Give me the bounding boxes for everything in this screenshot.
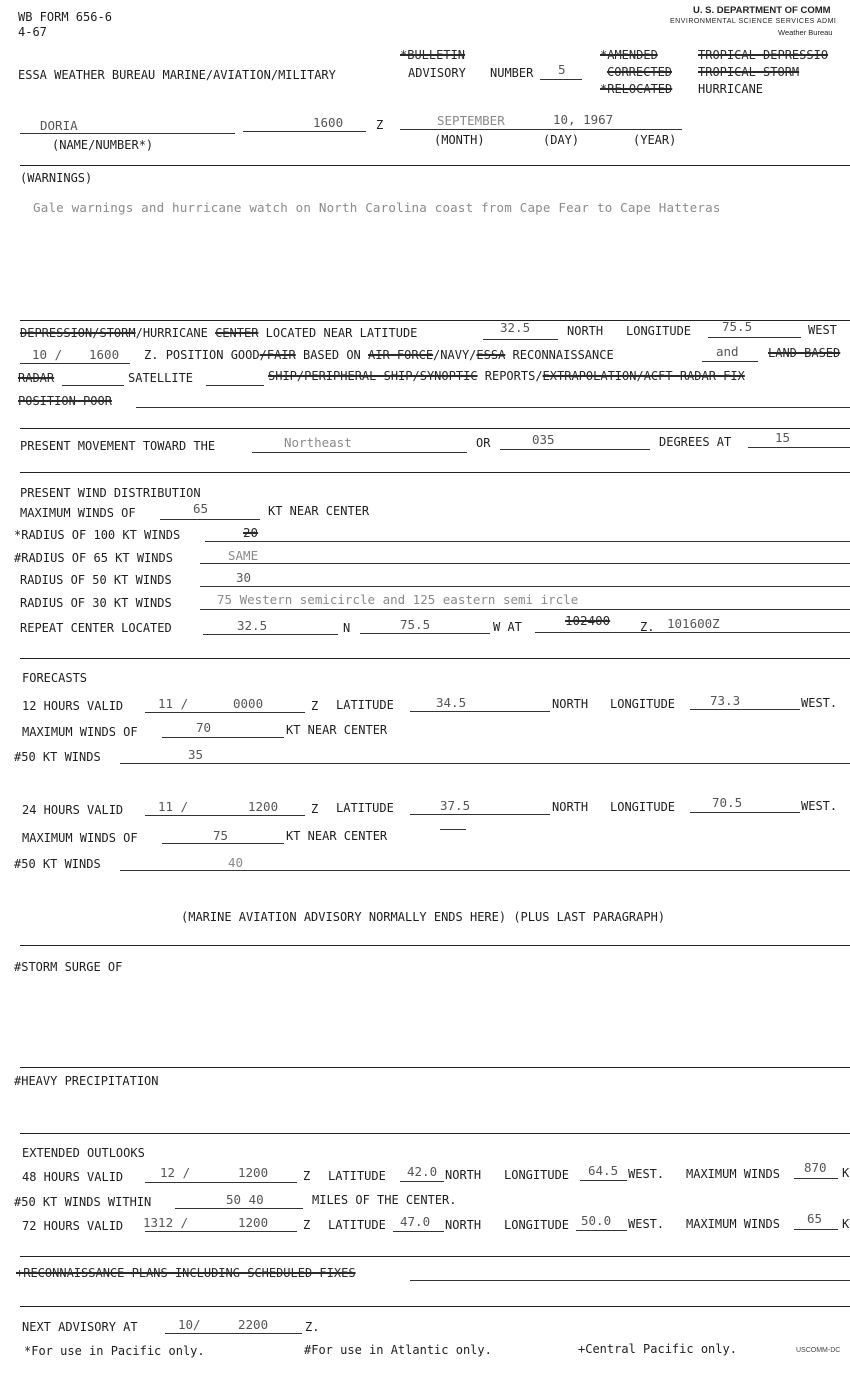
max-wind-value[interactable]: 65	[193, 501, 209, 516]
h24-50kt-label: #50 KT WINDS	[14, 857, 101, 871]
form-number: WB FORM 656-6	[18, 10, 112, 24]
radius-65-value[interactable]: SAME	[228, 548, 259, 563]
radius-50-line	[200, 586, 850, 587]
number-label: NUMBER	[490, 66, 534, 80]
latitude-line	[483, 339, 558, 340]
satellite-line	[206, 385, 264, 386]
footer-code: USCOMM-DC	[796, 1347, 841, 1354]
repeat-longitude[interactable]: 75.5	[400, 617, 431, 632]
h72-max-line	[794, 1229, 838, 1230]
repeat-n-label: N	[343, 621, 351, 635]
max-wind-line	[160, 519, 260, 520]
tropical-storm-option: TROPICAL STORM	[698, 65, 800, 79]
h24-max-value[interactable]: 75	[213, 828, 229, 843]
h12-50kt-value[interactable]: 35	[188, 747, 204, 762]
day-label: (DAY)	[543, 133, 580, 147]
h48-day[interactable]: 12 /	[160, 1165, 191, 1180]
h24-50kt-line	[120, 870, 850, 871]
h72-time-line	[145, 1231, 297, 1232]
date-line	[400, 129, 682, 130]
recon-plans-line	[410, 1280, 850, 1281]
position-line: Z. POSITION GOOD/FAIR BASED ON AIR FORCE/NAVY/ESSA RECONNAISSANCE	[144, 348, 614, 362]
h72-west-label: WEST.	[628, 1217, 665, 1231]
h24-west-label: WEST.	[801, 799, 838, 813]
repeat-lon-line	[360, 633, 490, 634]
divider	[20, 945, 850, 946]
h12-day[interactable]: 11 /	[158, 696, 189, 711]
z-label: Z	[376, 118, 384, 132]
divider	[20, 1256, 850, 1257]
h48-longitude-label: LONGITUDE	[504, 1168, 570, 1182]
h72-max-value[interactable]: 65	[807, 1211, 823, 1226]
location-time[interactable]: 1600	[89, 347, 120, 362]
h24-time-line	[145, 815, 305, 816]
radar-option: RADAR	[18, 371, 55, 385]
h12-west-label: WEST.	[801, 696, 838, 710]
warnings-text[interactable]: Gale warnings and hurricane watch on North Carolina coast from Cape Fear to Cape Hatteras	[33, 200, 721, 215]
outlooks-heading: EXTENDED OUTLOOKS	[22, 1146, 145, 1160]
satellite-label: SATELLITE	[128, 371, 194, 385]
h72-day[interactable]: 1312 /	[143, 1215, 189, 1230]
radius-65-label: #RADIUS OF 65 KT WINDS	[14, 551, 173, 565]
storm-name-line	[20, 133, 235, 134]
h24-latitude[interactable]: 37.5	[440, 798, 471, 813]
next-advisory-label: NEXT ADVISORY AT	[22, 1320, 138, 1334]
advisory-label: ADVISORY	[408, 66, 466, 80]
storm-type-line: DEPRESSION/STORM/HURRICANE CENTER LOCATED NEAR LATITUDE	[20, 326, 418, 340]
h48-longitude[interactable]: 64.5	[588, 1163, 619, 1178]
position-poor-line	[136, 407, 850, 408]
hurricane-option: HURRICANE	[698, 82, 764, 96]
h12-longitude[interactable]: 73.3	[710, 693, 741, 708]
degrees-label: DEGREES AT	[659, 435, 732, 449]
h72-label: 72 HOURS VALID	[22, 1219, 124, 1233]
advisory-day-year[interactable]: 10, 1967	[553, 112, 614, 127]
h24-max-line	[162, 843, 284, 844]
movement-degrees[interactable]: 035	[532, 432, 555, 447]
h24-latitude-line	[410, 814, 550, 815]
or-label: OR	[476, 436, 491, 450]
position-poor-option: POSITION POOR	[18, 394, 112, 408]
radius-100-value[interactable]: 20	[243, 525, 259, 540]
next-advisory-day[interactable]: 10/	[178, 1317, 201, 1332]
year-label: (YEAR)	[633, 133, 677, 147]
next-advisory-z: Z.	[305, 1320, 320, 1334]
h24-max-label: MAXIMUM WINDS OF	[22, 831, 138, 845]
h24-near-center-label: KT NEAR CENTER	[286, 829, 388, 843]
max-wind-label: MAXIMUM WINDS OF	[20, 506, 136, 520]
h12-max-line	[162, 737, 284, 738]
repeat-z-label: Z.	[640, 620, 655, 634]
land-based-option: LAND BASED	[768, 346, 841, 360]
h48-time-line	[145, 1182, 297, 1183]
movement-direction[interactable]: Northeast	[284, 435, 352, 450]
repeat-lat-line	[203, 634, 338, 635]
h12-longitude-line	[690, 709, 800, 710]
h72-k-label: K	[842, 1217, 850, 1231]
bulletin-option: *BULLETIN	[400, 48, 466, 62]
h48-latitude[interactable]: 42.0	[407, 1164, 438, 1179]
h48-z-label: Z	[303, 1169, 311, 1183]
radar-line	[62, 385, 124, 386]
next-advisory-line	[165, 1333, 302, 1334]
reports-line: SHIP/PERIPHERAL SHIP/SYNOPTIC REPORTS/EXTRAPOLATION/ACFT RADAR FIX	[268, 369, 745, 383]
divider	[20, 165, 850, 166]
h48-max-value[interactable]: 870	[804, 1160, 827, 1175]
h24-longitude-label: LONGITUDE	[610, 800, 676, 814]
month-label: (MONTH)	[434, 133, 485, 147]
h48-50kt-value[interactable]: 50 40	[226, 1192, 264, 1207]
storm-name[interactable]: DORIA	[40, 118, 78, 133]
h72-north-label: NORTH	[445, 1218, 482, 1232]
h12-latitude[interactable]: 34.5	[436, 695, 467, 710]
north-label: NORTH	[567, 324, 604, 338]
advisory-time-line	[243, 131, 366, 132]
recon-and-line	[702, 361, 758, 362]
radius-30-label: RADIUS OF 30 KT WINDS	[20, 596, 172, 610]
heavy-precip-label: #HEAVY PRECIPITATION	[14, 1074, 159, 1088]
h24-north-label: NORTH	[552, 800, 589, 814]
h72-latitude-label: LATITUDE	[328, 1218, 386, 1232]
location-day[interactable]: 10 /	[32, 347, 63, 362]
miles-label: MILES OF THE CENTER.	[312, 1193, 457, 1207]
speed-line	[748, 447, 850, 448]
h12-latitude-line	[410, 711, 550, 712]
divider	[20, 1133, 850, 1134]
h12-north-label: NORTH	[552, 697, 589, 711]
h24-latitude-mark	[440, 829, 466, 830]
h48-longitude-line	[580, 1180, 627, 1181]
radius-30-line	[200, 609, 850, 610]
movement-speed[interactable]: 15	[775, 430, 791, 445]
next-advisory-time[interactable]: 2200	[238, 1317, 269, 1332]
h72-latitude-line	[393, 1231, 444, 1232]
repeat-center-label: REPEAT CENTER LOCATED	[20, 621, 172, 635]
h72-z-label: Z	[303, 1218, 311, 1232]
h72-longitude-line	[576, 1230, 627, 1231]
forecasts-heading: FORECASTS	[22, 671, 88, 685]
h24-latitude-label: LATITUDE	[336, 801, 394, 815]
location-latitude[interactable]: 32.5	[500, 320, 531, 335]
recon-plans-label: +RECONNAISSANCE PLANS INCLUDING SCHEDULED FIXES	[16, 1266, 356, 1280]
name-label: (NAME/NUMBER*)	[52, 138, 154, 152]
h24-time[interactable]: 1200	[248, 799, 279, 814]
h48-north-label: NORTH	[445, 1168, 482, 1182]
advisory-number-line	[540, 79, 582, 80]
h12-label: 12 HOURS VALID	[22, 699, 124, 713]
h72-latitude[interactable]: 47.0	[400, 1214, 431, 1229]
h12-longitude-label: LONGITUDE	[610, 697, 676, 711]
department-name: U. S. DEPARTMENT OF COMM	[693, 5, 831, 16]
radius-50-value[interactable]: 30	[236, 570, 252, 585]
location-time-line	[20, 363, 130, 364]
radius-100-label: *RADIUS OF 100 KT WINDS	[14, 528, 181, 542]
h12-max-value[interactable]: 70	[196, 720, 212, 735]
h24-longitude[interactable]: 70.5	[712, 795, 743, 810]
divider	[20, 658, 850, 659]
h48-50kt-label: #50 KT WINDS WITHIN	[14, 1195, 152, 1209]
administration-name: ENVIRONMENTAL SCIENCE SERVICES ADMI	[670, 18, 837, 25]
h48-k-label: K	[842, 1166, 850, 1180]
h12-z-label: Z	[311, 699, 319, 713]
advisory-number[interactable]: 5	[558, 62, 566, 77]
advisory-ends-note: (MARINE AVIATION ADVISORY NORMALLY ENDS HERE) (PLUS LAST PARAGRAPH)	[181, 910, 666, 924]
location-longitude[interactable]: 75.5	[722, 319, 753, 334]
h12-latitude-label: LATITUDE	[336, 698, 394, 712]
h24-longitude-line	[690, 812, 800, 813]
west-label: WEST	[808, 323, 837, 337]
recon-and[interactable]: and	[716, 344, 739, 359]
divider	[20, 1067, 850, 1068]
direction-line	[252, 452, 467, 453]
h12-time-line	[145, 712, 305, 713]
corrected-option: CORRECTED	[607, 65, 673, 79]
divider	[20, 472, 850, 473]
longitude-label: LONGITUDE	[626, 324, 692, 338]
h12-time[interactable]: 0000	[233, 696, 264, 711]
bureau-name: Weather Bureau	[778, 28, 833, 37]
radius-30-value[interactable]: 75 Western semicircle and 125 eastern semi ircle	[217, 592, 579, 607]
divider	[20, 1306, 850, 1307]
advisory-time[interactable]: 1600	[313, 115, 344, 130]
h24-50kt-value[interactable]: 40	[228, 855, 244, 870]
h24-label: 24 HOURS VALID	[22, 803, 124, 817]
h72-max-label: MAXIMUM WINDS	[686, 1217, 780, 1231]
storm-surge-label: #STORM SURGE OF	[14, 960, 123, 974]
h24-z-label: Z	[311, 802, 319, 816]
advisory-month[interactable]: SEPTEMBER	[437, 113, 505, 128]
w-at-label: W AT	[493, 620, 522, 634]
divider	[20, 428, 850, 429]
h12-near-center-label: KT NEAR CENTER	[286, 723, 388, 737]
repeat-latitude[interactable]: 32.5	[237, 618, 268, 633]
radius-100-line	[205, 541, 850, 542]
warnings-label: (WARNINGS)	[20, 171, 93, 185]
radius-50-label: RADIUS OF 50 KT WINDS	[20, 573, 172, 587]
h48-max-line	[794, 1178, 838, 1179]
repeat-time[interactable]: 101600Z	[667, 616, 720, 631]
h12-50kt-line	[120, 763, 850, 764]
repeat-time-struck: 102400	[565, 613, 611, 628]
longitude-line	[708, 337, 801, 338]
form-date: 4-67	[18, 25, 47, 39]
near-center-label: KT NEAR CENTER	[268, 504, 370, 518]
h48-50kt-line	[175, 1208, 303, 1209]
h24-day[interactable]: 11 /	[158, 799, 189, 814]
footer-central-note: +Central Pacific only.	[578, 1342, 737, 1356]
amended-option: *AMENDED	[600, 48, 658, 62]
footer-pacific-note: *For use in Pacific only.	[24, 1344, 205, 1358]
tropical-depression-option: TROPICAL DEPRESSIO	[698, 48, 829, 62]
h12-50kt-label: #50 KT WINDS	[14, 750, 101, 764]
h48-label: 48 HOURS VALID	[22, 1170, 124, 1184]
h12-max-label: MAXIMUM WINDS OF	[22, 725, 138, 739]
h48-time[interactable]: 1200	[238, 1165, 269, 1180]
movement-label: PRESENT MOVEMENT TOWARD THE	[20, 439, 216, 453]
h72-longitude-label: LONGITUDE	[504, 1218, 570, 1232]
h72-time[interactable]: 1200	[238, 1215, 269, 1230]
relocated-option: *RELOCATED	[600, 82, 673, 96]
h72-longitude[interactable]: 50.0	[581, 1213, 612, 1228]
h48-max-label: MAXIMUM WINDS	[686, 1167, 780, 1181]
footer-atlantic-note: #For use in Atlantic only.	[304, 1343, 492, 1357]
repeat-tail-line	[600, 632, 850, 633]
agency-title: ESSA WEATHER BUREAU MARINE/AVIATION/MILITARY	[18, 68, 336, 82]
wind-heading: PRESENT WIND DISTRIBUTION	[20, 486, 201, 500]
h48-latitude-line	[400, 1181, 444, 1182]
h48-west-label: WEST.	[628, 1167, 665, 1181]
degrees-line	[500, 449, 650, 450]
h48-latitude-label: LATITUDE	[328, 1169, 386, 1183]
radius-65-line	[200, 563, 850, 564]
